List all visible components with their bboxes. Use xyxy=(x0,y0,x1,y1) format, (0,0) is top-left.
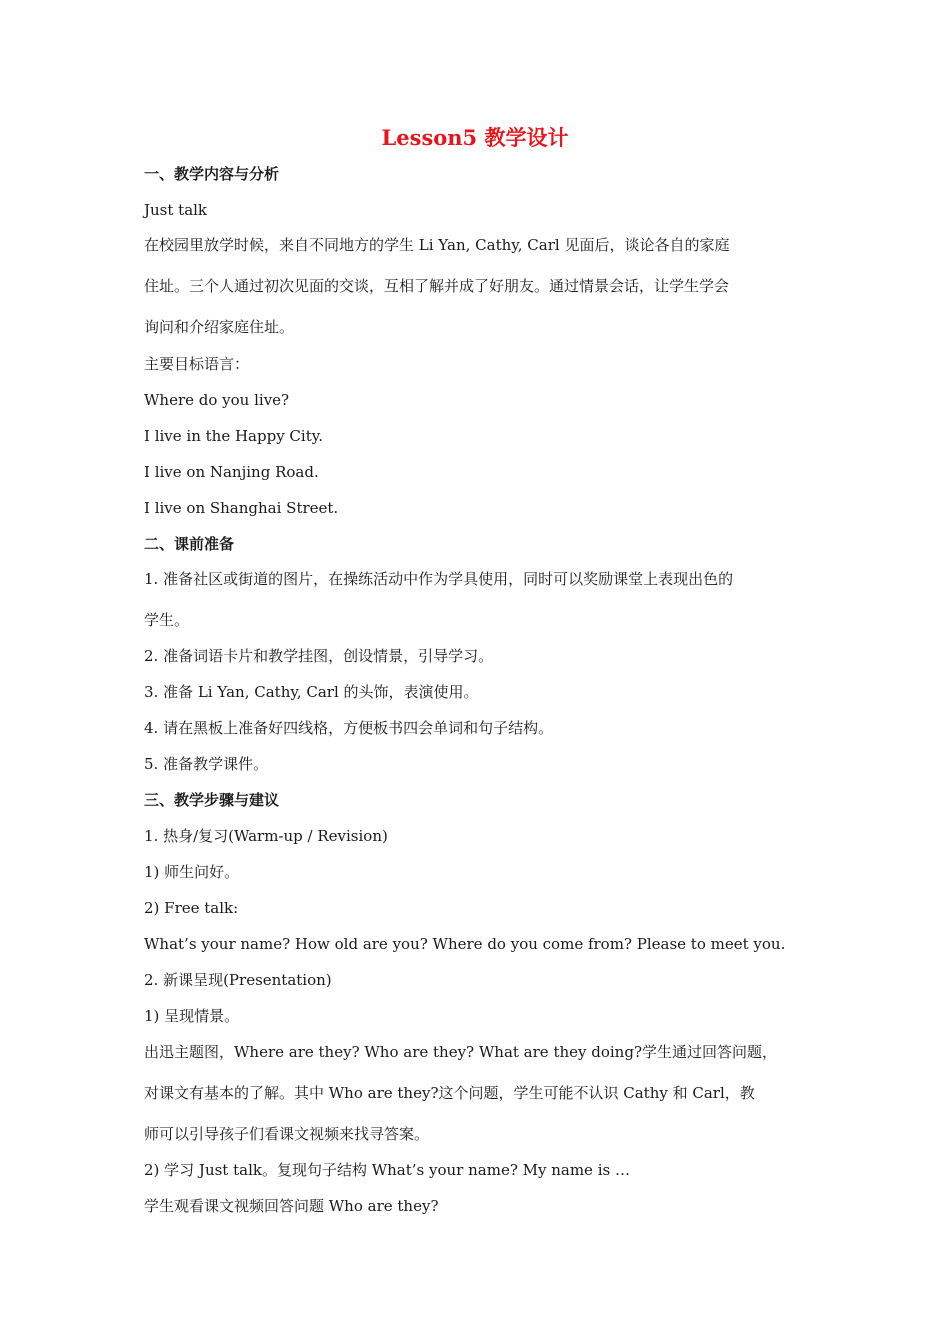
target-sentence: Where do you live? xyxy=(144,391,290,409)
list-item: 1. 准备社区或街道的图片，在操练活动中作为学具使用，同时可以奖励课堂上表现出色的 xyxy=(144,570,734,588)
step-line: 师可以引导孩子们看课文视频来找寻答案。 xyxy=(144,1125,430,1143)
list-item: 4. 请在黑板上准备好四线格，方便板书四会单词和句子结构。 xyxy=(144,719,554,737)
paragraph-line: 在校园里放学时候，来自不同地方的学生 Li Yan, Cathy, Carl 见面后，谈论各自的家庭 xyxy=(144,236,730,254)
paragraph-line: 住址。三个人通过初次见面的交谈，互相了解并成了好朋友。通过情景会话，让学生学会 xyxy=(144,277,730,295)
section-heading: 三、教学步骤与建议 xyxy=(144,791,280,809)
list-item: 3. 准备 Li Yan, Cathy, Carl 的头饰，表演使用。 xyxy=(144,683,479,701)
list-item: 5. 准备教学课件。 xyxy=(144,755,269,773)
document-title: Lesson5 教学设计 xyxy=(381,125,569,150)
target-sentence: I live in the Happy City. xyxy=(144,427,323,445)
section-heading: 二、课前准备 xyxy=(144,535,235,553)
step-line: 学生观看课文视频回答问题 Who are they? xyxy=(144,1197,439,1215)
step-line: What’s your name? How old are you? Where do you come from? Please to meet you. xyxy=(144,935,786,953)
paragraph-line: 询问和介绍家庭住址。 xyxy=(144,318,295,336)
step-line: 1) 呈现情景。 xyxy=(144,1007,240,1025)
section-heading: 一、教学内容与分析 xyxy=(144,165,280,183)
subheading: Just talk xyxy=(144,201,208,219)
step-line: 1) 师生问好。 xyxy=(144,863,240,881)
list-item: 学生。 xyxy=(144,611,190,629)
step-line: 1. 热身/复习(Warm-up / Revision) xyxy=(144,827,388,845)
step-line: 2. 新课呈现(Presentation) xyxy=(144,971,332,989)
step-line: 2) 学习 Just talk。复现句子结构 What’s your name? My name is … xyxy=(144,1161,630,1179)
step-line: 出迅主题图，Where are they? Who are they? What are they doing?学生通过回答问题， xyxy=(144,1043,777,1061)
target-sentence: I live on Nanjing Road. xyxy=(144,463,319,481)
target-sentence: I live on Shanghai Street. xyxy=(144,499,339,517)
target-language-label: 主要目标语言： xyxy=(144,355,250,373)
list-item: 2. 准备词语卡片和教学挂图，创设情景，引导学习。 xyxy=(144,647,494,665)
step-line: 2) Free talk: xyxy=(144,899,239,917)
step-line: 对课文有基本的了解。其中 Who are they?这个问题，学生可能不认识 Cathy 和 Carl，教 xyxy=(144,1084,755,1102)
